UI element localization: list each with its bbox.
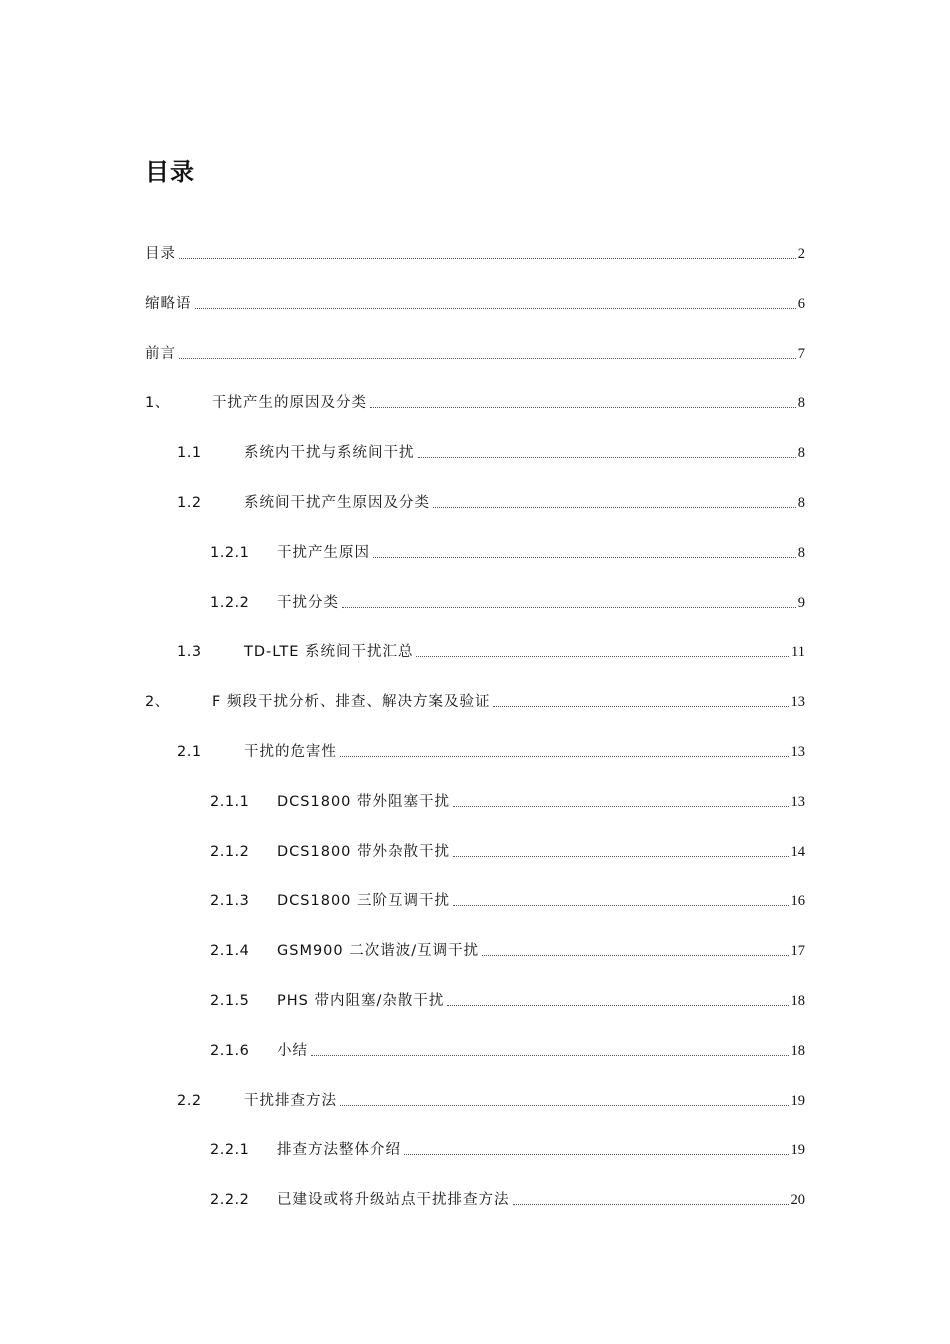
toc-entry[interactable]: [0, 1134, 950, 1184]
toc-entry-title: 小结: [277, 1042, 308, 1059]
dot-leader: [453, 905, 788, 906]
toc-entry-title: PHS 带内阻塞/杂散干扰: [277, 992, 445, 1009]
toc-entry-page: 8: [797, 494, 805, 511]
toc-entry[interactable]: [0, 985, 950, 1035]
toc-entry-number: 2.1.2: [210, 843, 250, 860]
toc-entry-title: 已建设或将升级站点干扰排查方法: [277, 1192, 510, 1209]
toc-entry-page: 19: [790, 1092, 805, 1109]
toc-entry[interactable]: [0, 736, 950, 786]
toc-entry-page: 14: [790, 843, 805, 860]
toc-entry-page: 16: [790, 893, 805, 910]
toc-entry-number: 1.2.1: [210, 544, 250, 561]
toc-entry-number: 1.2: [177, 494, 202, 511]
toc-entry-title: F 频段干扰分析、排查、解决方案及验证: [212, 694, 491, 711]
toc-entry[interactable]: [0, 537, 950, 587]
toc-entry-title: 系统内干扰与系统间干扰: [244, 445, 415, 462]
toc-entry-title: DCS1800 带外阻塞干扰: [277, 793, 451, 810]
toc-entry-number: 1.1: [177, 445, 202, 462]
toc-entry-number: 1、: [145, 395, 170, 412]
dot-leader: [404, 1154, 789, 1155]
toc-entry[interactable]: [0, 288, 950, 338]
toc-entry-page: 6: [797, 295, 805, 312]
toc-entry-number: 2.1.6: [210, 1042, 250, 1059]
toc-entry-page: 18: [790, 992, 805, 1009]
toc-entry[interactable]: [0, 935, 950, 985]
dot-leader: [195, 308, 796, 309]
toc-entry[interactable]: [0, 587, 950, 637]
toc-entry-number: 2.1.5: [210, 992, 250, 1009]
toc-list: [0, 238, 950, 1234]
toc-entry-page: 20: [790, 1192, 805, 1209]
dot-leader: [373, 557, 796, 558]
toc-entry-title: TD-LTE 系统间干扰汇总: [244, 644, 414, 661]
toc-entry-number: 2.1.4: [210, 943, 250, 960]
toc-entry[interactable]: [0, 238, 950, 288]
toc-entry-title: DCS1800 三阶互调干扰: [277, 893, 451, 910]
dot-leader: [179, 258, 796, 259]
toc-entry-number: 1.2.2: [210, 594, 250, 611]
dot-leader: [493, 706, 788, 707]
toc-entry-title: 干扰产生原因: [277, 544, 370, 561]
dot-leader: [370, 407, 796, 408]
toc-entry-page: 9: [797, 594, 805, 611]
toc-entry-page: 8: [797, 544, 805, 561]
dot-leader: [340, 756, 789, 757]
toc-entry[interactable]: [0, 786, 950, 836]
dot-leader: [416, 656, 789, 657]
toc-entry-page: 8: [797, 395, 805, 412]
toc-entry[interactable]: [0, 636, 950, 686]
toc-entry-title: 目录: [145, 246, 176, 262]
dot-leader: [453, 806, 788, 807]
toc-entry-number: 2.2.2: [210, 1192, 250, 1209]
toc-entry-number: 2、: [145, 694, 170, 711]
toc-entry-title: 干扰产生的原因及分类: [212, 395, 367, 412]
toc-entry[interactable]: [0, 836, 950, 886]
dot-leader: [453, 856, 788, 857]
toc-entry-page: 17: [790, 943, 805, 960]
dot-leader: [311, 1055, 789, 1056]
toc-entry[interactable]: [0, 437, 950, 487]
toc-entry-page: 2: [797, 246, 805, 262]
toc-entry-page: 8: [797, 445, 805, 462]
toc-entry-number: 2.2.1: [210, 1142, 250, 1159]
toc-entry-title: 系统间干扰产生原因及分类: [244, 494, 430, 511]
toc-entry[interactable]: [0, 1184, 950, 1234]
toc-entry-page: 13: [790, 694, 805, 711]
dot-leader: [447, 1005, 788, 1006]
toc-entry[interactable]: [0, 387, 950, 437]
toc-entry-title: 干扰分类: [277, 594, 339, 611]
dot-leader: [513, 1204, 789, 1205]
dot-leader: [418, 457, 796, 458]
dot-leader: [179, 358, 796, 359]
toc-entry-number: 2.1: [177, 743, 202, 760]
dot-leader: [482, 955, 788, 956]
toc-entry[interactable]: [0, 487, 950, 537]
toc-entry-page: 13: [790, 743, 805, 760]
toc-entry-page: 13: [790, 793, 805, 810]
toc-entry-number: 2.2: [177, 1092, 202, 1109]
toc-entry-number: 2.1.1: [210, 793, 250, 810]
toc-entry-title: DCS1800 带外杂散干扰: [277, 843, 451, 860]
toc-entry-page: 18: [790, 1042, 805, 1059]
toc-entry[interactable]: [0, 338, 950, 388]
toc-entry[interactable]: [0, 1085, 950, 1135]
toc-entry-title: 前言: [145, 345, 176, 362]
toc-heading: 目录: [145, 158, 195, 186]
toc-entry-page: 19: [790, 1142, 805, 1159]
toc-entry-title: 干扰的危害性: [244, 743, 337, 760]
toc-entry-title: 缩略语: [145, 295, 192, 312]
toc-entry-title: GSM900 二次谐波/互调干扰: [277, 943, 480, 960]
toc-entry-title: 排查方法整体介绍: [277, 1142, 401, 1159]
toc-entry-title: 干扰排查方法: [244, 1092, 337, 1109]
dot-leader: [433, 507, 796, 508]
dot-leader: [342, 607, 796, 608]
dot-leader: [340, 1105, 789, 1106]
toc-entry[interactable]: [0, 885, 950, 935]
toc-entry-page: 11: [791, 644, 805, 661]
toc-entry-page: 7: [797, 345, 805, 362]
toc-entry-number: 2.1.3: [210, 893, 250, 910]
toc-entry[interactable]: [0, 1035, 950, 1085]
toc-entry-number: 1.3: [177, 644, 202, 661]
toc-entry[interactable]: [0, 686, 950, 736]
